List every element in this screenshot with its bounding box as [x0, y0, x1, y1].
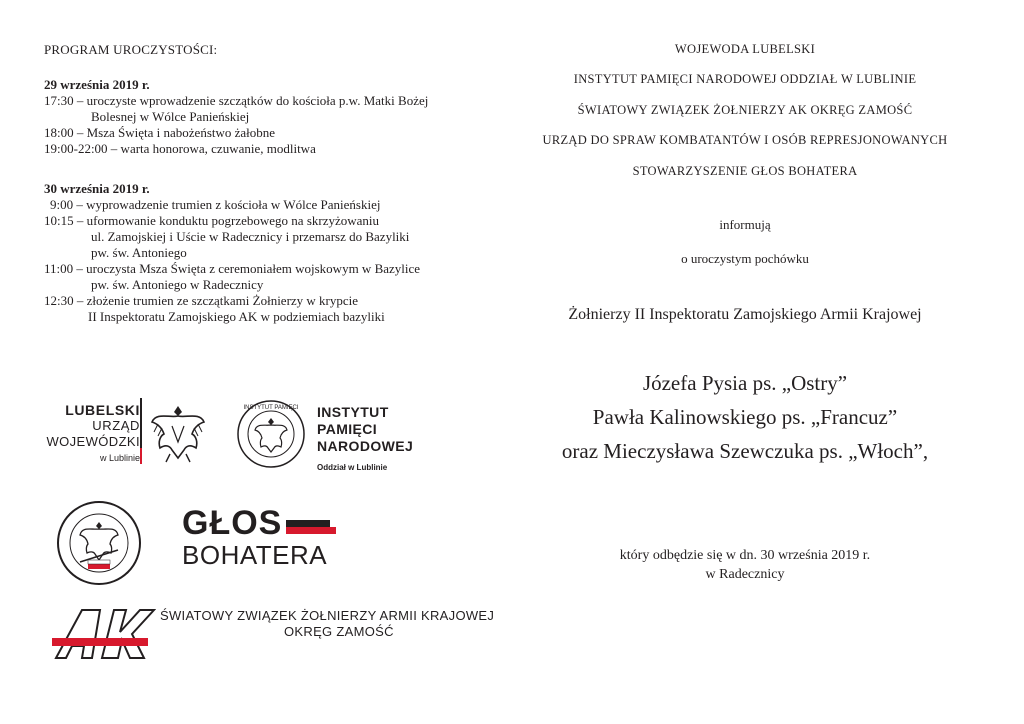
glos-line1: GŁOS	[182, 504, 283, 542]
ak-line2: OKRĘG ZAMOŚĆ	[284, 624, 394, 639]
day1-item: 17:30 – uroczyste wprowadzenie szczątków do kościoła p.w. Matki Bożej	[44, 93, 429, 108]
lubelski-logo	[30, 398, 230, 468]
name-line: Pawła Kalinowskiego ps. „Francuz”	[592, 405, 898, 429]
lubelski-line1: LUBELSKI	[65, 402, 140, 418]
program-day1	[44, 77, 428, 157]
glos-bohatera-logo	[182, 504, 352, 580]
svg-text:INSTYTUT PAMIĘCI: INSTYTUT PAMIĘCI	[243, 405, 299, 411]
informuja-text: informują	[719, 217, 771, 232]
program-day2	[44, 181, 420, 325]
organizer-4: URZĄD DO SPRAW KOMBATANTÓW I OSÓB REPRESJONOWANYCH	[542, 133, 948, 147]
event-place: w Radecznicy	[705, 567, 785, 582]
day2-date: 30 września 2019 r.	[44, 181, 150, 196]
day2-item: 12:30 – złożenie trumien ze szczątkami Żołnierzy w krypcie	[44, 293, 359, 308]
organizer-2: INSTYTUT PAMIĘCI NARODOWEJ ODDZIAŁ W LUBLINIE	[573, 72, 917, 86]
day2-item: II Inspektoratu Zamojskiego AK w podziemiach bazyliki	[88, 309, 385, 324]
ak-anchor-icon	[52, 606, 156, 662]
organizer-5: STOWARZYSZENIE GŁOS BOHATERA	[632, 164, 858, 178]
day2-item: ul. Zamojskiej i Uście w Radecznicy i przemarsz do Bazyliki	[91, 229, 410, 244]
glos-flag-red	[286, 527, 336, 534]
glos-line2: BOHATERA	[182, 540, 328, 570]
ipn-logo	[235, 398, 435, 480]
name-line: oraz Mieczysława Szewczuka ps. „Włoch”,	[561, 439, 929, 463]
day2-item: 9:00 – wyprowadzenie trumien z kościoła w Wólce Panieńskiej	[50, 197, 381, 212]
day1-item: 18:00 – Msza Święta i nabożeństwo żałobne	[44, 125, 276, 140]
ak-line1: ŚWIATOWY ZWIĄZEK ŻOŁNIERZY ARMII KRAJOWEJ	[160, 608, 495, 623]
glos-flag-dark	[286, 520, 330, 527]
lubelski-line3: WOJEWÓDZKI	[46, 434, 140, 449]
soldiers-heading: Żołnierzy II Inspektoratu Zamojskiego Armii Krajowej	[568, 306, 922, 323]
ipn-line4: Oddział w Lublinie	[317, 463, 388, 472]
eagle-emblem-icon	[148, 402, 208, 464]
names-list	[485, 366, 1005, 468]
day2-item: pw. św. Antoniego	[91, 245, 187, 260]
day1-date: 29 września 2019 r.	[44, 77, 150, 92]
lubelski-line2: URZĄD	[92, 418, 140, 433]
day2-item: 11:00 – uroczysta Msza Święta z ceremoniałem wojskowym w Bazylice	[44, 261, 421, 276]
program-heading: PROGRAM UROCZYSTOŚCI:	[44, 42, 218, 57]
ipn-line2: PAMIĘCI	[317, 421, 378, 437]
kombatanci-seal-icon	[56, 500, 142, 586]
ak-logo	[52, 606, 512, 662]
ipn-seal-icon	[235, 398, 307, 470]
pochowek-text: o uroczystym pochówku	[681, 251, 809, 266]
divider-red	[140, 448, 142, 464]
day1-item: 19:00-22:00 – warta honorowa, czuwanie, modlitwa	[44, 141, 316, 156]
ipn-line3: NARODOWEJ	[317, 438, 414, 454]
lubelski-line4: w Lublinie	[99, 453, 140, 463]
day2-item: 10:15 – uformowanie konduktu pogrzebowego na skrzyżowaniu	[44, 213, 380, 228]
name-line: Józefa Pysia ps. „Ostry”	[642, 371, 848, 395]
day2-item: pw. św. Antoniego w Radecznicy	[91, 277, 264, 292]
ipn-line1: INSTYTUT	[317, 404, 389, 420]
day1-item: Bolesnej w Wólce Panieńskiej	[91, 109, 250, 124]
event-date: który odbędzie się w dn. 30 września 2019 r.	[619, 548, 871, 563]
organizer-3: ŚWIATOWY ZWIĄZEK ŻOŁNIERZY AK OKRĘG ZAMOŚĆ	[577, 103, 913, 117]
organizer-1: WOJEWODA LUBELSKI	[674, 42, 816, 56]
